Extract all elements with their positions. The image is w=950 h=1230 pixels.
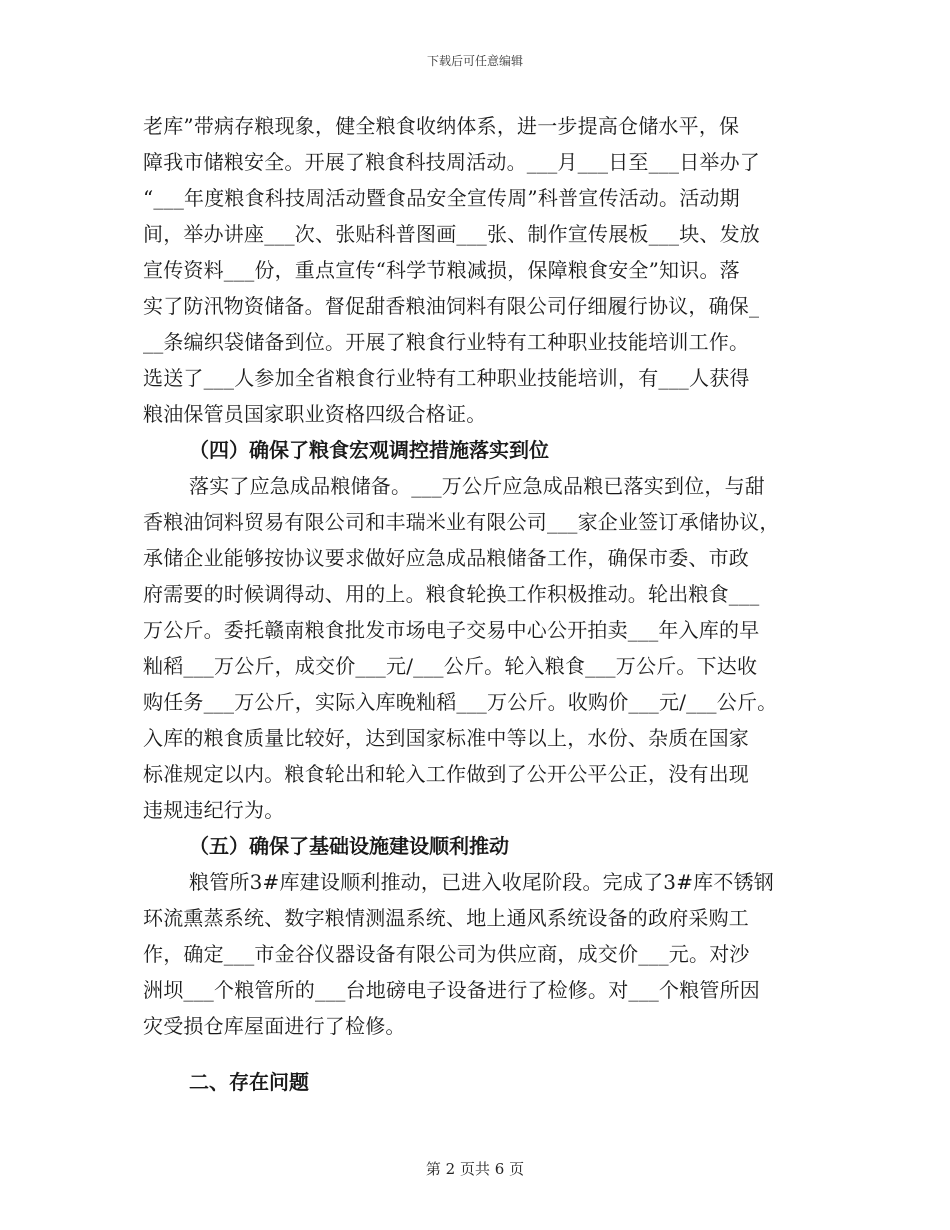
paragraph-continuation bbox=[143, 108, 813, 432]
text-line: 作，确定___市金谷仪器设备有限公司为供应商，成交价___元。对沙 bbox=[143, 942, 750, 966]
text-line: 府需要的时候调得动、用的上。粮食轮换工作积极推动。轮出粮食___ bbox=[143, 582, 760, 606]
text-line: 承储企业能够按协议要求做好应急成品粮储备工作，确保市委、市政 bbox=[143, 546, 749, 570]
text-line: 落实了应急成品粮储备。___万公斤应急成品粮已落实到位，与甜 bbox=[189, 474, 765, 498]
section-heading: （五）确保了基础设施建设顺利推动 bbox=[189, 834, 509, 858]
text-line: 标准规定以内。粮食轮出和轮入工作做到了公开公平公正，没有出现 bbox=[143, 762, 749, 786]
text-line: 籼稻___万公斤，成交价___元/___公斤。轮入粮食___万公斤。下达收 bbox=[143, 654, 758, 678]
text-line: 香粮油饲料贸易有限公司和丰瑞米业有限公司___家企业签订承储协议， bbox=[143, 510, 780, 534]
text-line: 选送了___人参加全省粮食行业特有工种职业技能培训，有___人获得 bbox=[143, 366, 750, 390]
text-line: 老库”带病存粮现象，健全粮食收纳体系，进一步提高仓储水平，保 bbox=[143, 114, 740, 138]
text-line: 购任务___万公斤，实际入库晚籼稻___万公斤。收购价___元/___公斤。 bbox=[143, 690, 778, 714]
document-body bbox=[143, 108, 813, 1100]
text-line: “___年度粮食科技周活动暨食品安全宣传周”科普宣传活动。活动期 bbox=[143, 186, 740, 210]
text-line: 环流熏蒸系统、数字粮情测温系统、地上通风系统设备的政府采购工 bbox=[143, 906, 749, 930]
text-line: 障我市储粮安全。开展了粮食科技周活动。___月___日至___日举办了 bbox=[143, 150, 760, 174]
text-line: 粮管所3#库建设顺利推动，已进入收尾阶段。完成了3#库不锈钢 bbox=[189, 870, 774, 894]
text-line: 粮油保管员国家职业资格四级合格证。 bbox=[143, 402, 487, 426]
text-line: 实了防汛物资储备。督促甜香粮油饲料有限公司仔细履行协议，确保_ bbox=[143, 294, 760, 318]
text-line: 洲坝___个粮管所的___台地磅电子设备进行了检修。对___个粮管所因 bbox=[143, 978, 760, 1002]
page-header: 下载后可任意编辑 bbox=[426, 54, 523, 68]
text-line: 万公斤。委托赣南粮食批发市场电子交易中心公开拍卖___年入库的早 bbox=[143, 618, 760, 642]
text-line: 入库的粮食质量比较好，达到国家标准中等以上，水份、杂质在国家 bbox=[143, 726, 749, 750]
text-line: __条编织袋储备到位。开展了粮食行业特有工种职业技能培训工作。 bbox=[143, 330, 750, 354]
text-line: 违规违纪行为。 bbox=[143, 798, 285, 822]
section-heading-major: 二、存在问题 bbox=[189, 1070, 309, 1094]
section-heading: （四）确保了粮食宏观调控措施落实到位 bbox=[189, 438, 549, 462]
page-footer: 第 2 页共 6 页 bbox=[425, 1160, 525, 1178]
section-5-paragraph bbox=[143, 864, 813, 1044]
section-4-paragraph bbox=[143, 468, 813, 828]
text-line: 间，举办讲座___次、张贴科普图画___张、制作宣传展板___块、发放 bbox=[143, 222, 760, 246]
text-line: 宣传资料___份，重点宣传“科学节粮减损，保障粮食安全”知识。落 bbox=[143, 258, 740, 282]
text-line: 灾受损仓库屋面进行了检修。 bbox=[143, 1014, 406, 1038]
